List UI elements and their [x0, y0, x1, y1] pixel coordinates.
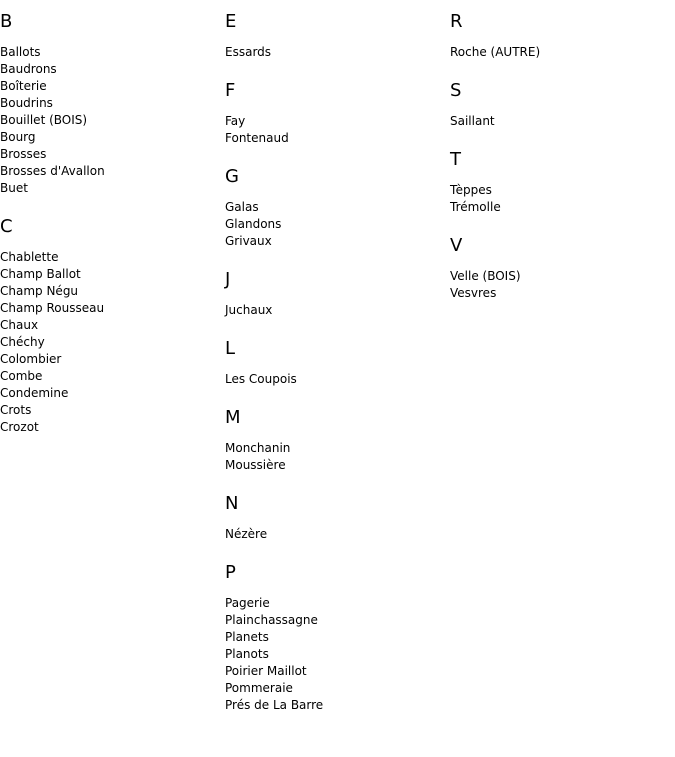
place-list [225, 371, 445, 388]
letter-group [450, 77, 670, 130]
place-link[interactable]: Crots [0, 403, 32, 417]
place-link[interactable]: Roche (AUTRE) [450, 45, 541, 59]
letter-group [225, 490, 445, 543]
letter-heading: P [225, 562, 236, 583]
place-list [450, 182, 670, 216]
place-list [0, 249, 220, 436]
letter-group [225, 163, 445, 250]
place-link[interactable]: Boudrins [0, 96, 53, 110]
letter-group [0, 8, 220, 197]
letter-heading: E [225, 11, 237, 32]
place-list [225, 595, 445, 714]
place-link[interactable]: Prés de La Barre [225, 698, 324, 712]
place-link[interactable]: Bouillet (BOIS) [0, 113, 88, 127]
place-link[interactable]: Chéchy [0, 335, 45, 349]
place-link[interactable]: Chaux [0, 318, 39, 332]
letter-group [0, 213, 220, 436]
letter-heading: N [225, 493, 239, 514]
place-link[interactable]: Plainchassagne [225, 613, 318, 627]
letter-heading: B [0, 11, 13, 32]
place-list [450, 268, 670, 302]
letter-group [450, 146, 670, 216]
place-link[interactable]: Champ Négu [0, 284, 79, 298]
place-link[interactable]: Brosses [0, 147, 47, 161]
letter-group [225, 404, 445, 474]
index-column-1 [0, 8, 220, 452]
place-link[interactable]: Buet [0, 181, 28, 195]
place-link[interactable]: Planets [225, 630, 269, 644]
place-link[interactable]: Ballots [0, 45, 41, 59]
place-link[interactable]: Velle (BOIS) [450, 269, 521, 283]
letter-group [225, 559, 445, 714]
letter-heading: C [0, 216, 13, 237]
letter-heading: J [225, 269, 231, 290]
place-list [225, 44, 445, 61]
place-link[interactable]: Brosses d'Avallon [0, 164, 105, 178]
place-link[interactable]: Les Coupois [225, 372, 297, 386]
index-column-3 [450, 8, 670, 318]
place-link[interactable]: Pommeraie [225, 681, 293, 695]
place-link[interactable]: Fay [225, 114, 246, 128]
place-link[interactable]: Nézère [225, 527, 268, 541]
letter-heading: F [225, 80, 236, 101]
place-link[interactable]: Essards [225, 45, 272, 59]
place-link[interactable]: Chablette [0, 250, 59, 264]
place-list [225, 302, 445, 319]
place-list [225, 526, 445, 543]
place-link[interactable]: Colombier [0, 352, 62, 366]
letter-group [225, 8, 445, 61]
letter-group [225, 266, 445, 319]
place-link[interactable]: Condemine [0, 386, 69, 400]
place-link[interactable]: Fontenaud [225, 131, 289, 145]
place-list [225, 440, 445, 474]
place-list [225, 113, 445, 147]
letter-group [450, 232, 670, 302]
place-link[interactable]: Trémolle [450, 200, 501, 214]
letter-heading: S [450, 80, 462, 101]
place-list [0, 44, 220, 197]
letter-heading: G [225, 166, 239, 187]
place-link[interactable]: Combe [0, 369, 43, 383]
letter-heading: L [225, 338, 236, 359]
place-link[interactable]: Crozot [0, 420, 39, 434]
letter-group [450, 8, 670, 61]
place-link[interactable]: Juchaux [225, 303, 273, 317]
place-link[interactable]: Saillant [450, 114, 495, 128]
place-link[interactable]: Pagerie [225, 596, 270, 610]
place-link[interactable]: Champ Ballot [0, 267, 81, 281]
place-link[interactable]: Bourg [0, 130, 36, 144]
letter-heading: V [450, 235, 463, 256]
place-link[interactable]: Champ Rousseau [0, 301, 105, 315]
place-link[interactable]: Glandons [225, 217, 282, 231]
place-link[interactable]: Monchanin [225, 441, 291, 455]
letter-group [225, 77, 445, 147]
place-list [450, 113, 670, 130]
letter-heading: T [450, 149, 461, 170]
place-link[interactable]: Baudrons [0, 62, 57, 76]
place-link[interactable]: Vesvres [450, 286, 497, 300]
place-link[interactable]: Planots [225, 647, 269, 661]
place-link[interactable]: Moussière [225, 458, 286, 472]
place-link[interactable]: Galas [225, 200, 259, 214]
place-list [225, 199, 445, 250]
letter-group [225, 335, 445, 388]
place-link[interactable]: Tèppes [450, 183, 492, 197]
letter-heading: M [225, 407, 241, 428]
place-link[interactable]: Grivaux [225, 234, 272, 248]
index-column-2 [225, 8, 445, 730]
place-link[interactable]: Poirier Maillot [225, 664, 307, 678]
letter-heading: R [450, 11, 463, 32]
place-list [450, 44, 670, 61]
place-link[interactable]: Boîterie [0, 79, 47, 93]
